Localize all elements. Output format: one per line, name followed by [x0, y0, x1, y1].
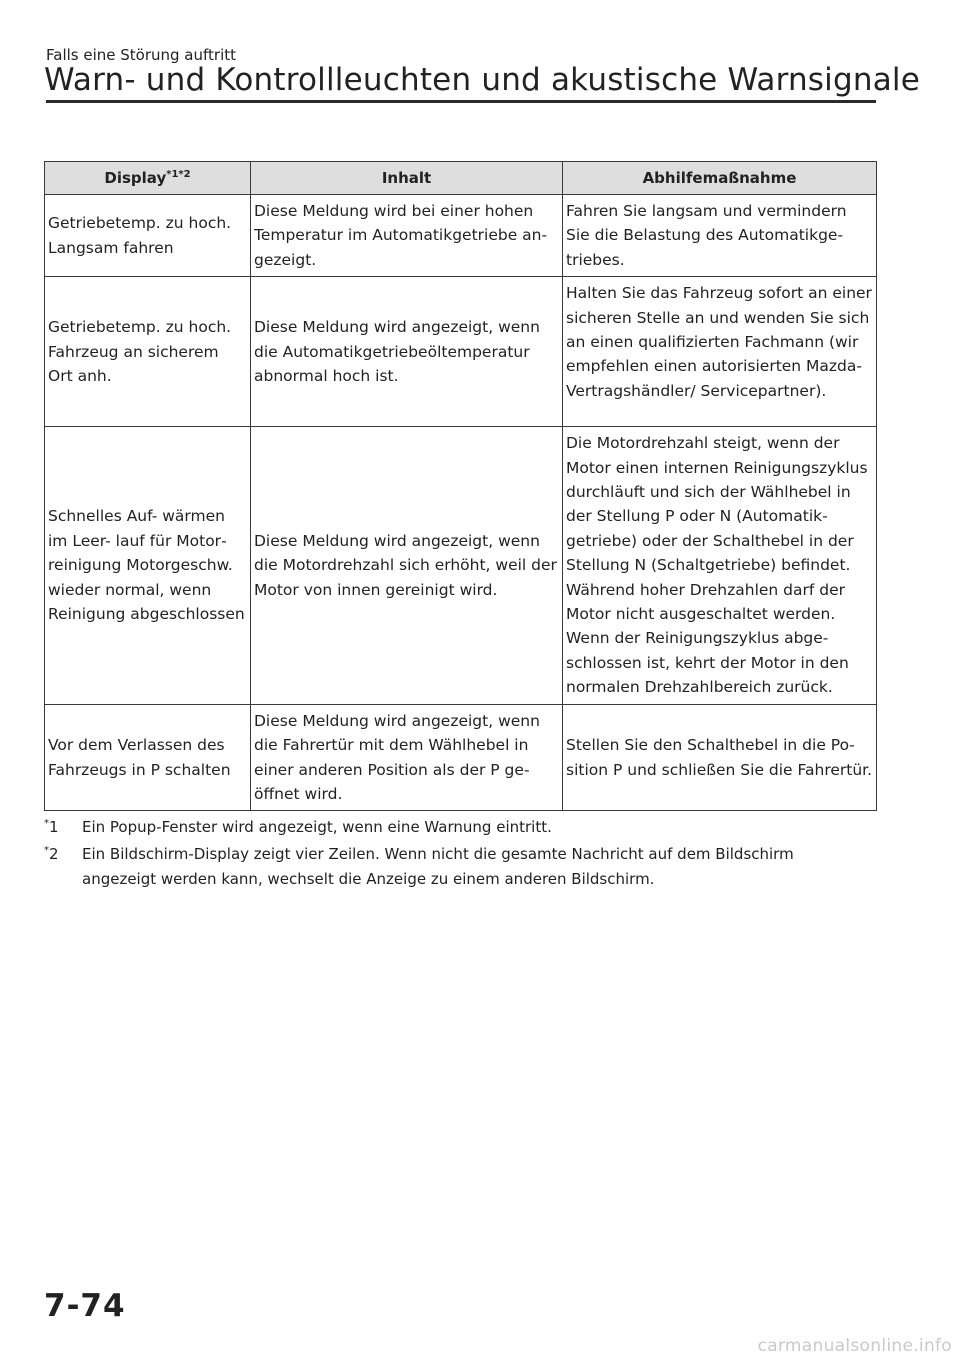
- cell-remedy: Die Motordrehzahl steigt, wenn der Motor einen internen Reinigungszyklus durchläuft und sich der Wählhebel in der Stellung P oder N (Automatikgetriebe) oder der Schalthebel in der Stellung N (Schaltgetriebe) befindet. Während hoher Drehzahlen darf der Motor nicht ausgeschaltet werden. Wenn der Reinigungszyklus abgeschlossen ist, kehrt der Motor in den normalen Drehzahlbereich zurück.: [563, 427, 877, 704]
- table-row: [45, 277, 877, 427]
- page-number: 7-74: [44, 1288, 126, 1324]
- table-header-row: [45, 162, 877, 195]
- column-header-content: Inhalt: [251, 162, 563, 195]
- cell-content: Diese Meldung wird angezeigt, wenn die Automatikgetriebeöltemperatur abnormal hoch ist.: [251, 277, 563, 427]
- section-label: Falls eine Störung auftritt: [46, 46, 237, 64]
- cell-remedy: Fahren Sie langsam und vermindern Sie die Belastung des Automatikgetriebes.: [563, 195, 877, 277]
- cell-display: Getriebetemp. zu hoch. Langsam fahren: [45, 195, 251, 277]
- footnotes: [44, 815, 844, 892]
- column-header-display: [45, 162, 251, 195]
- footnote-2: [44, 842, 844, 892]
- footnote-1: [44, 815, 844, 840]
- cell-display: Getriebetemp. zu hoch. Fahrzeug an sicherem Ort anh.: [45, 277, 251, 427]
- cell-content: Diese Meldung wird angezeigt, wenn die Motordrehzahl sich erhöht, weil der Motor von innen gereinigt wird.: [251, 427, 563, 704]
- page-title: Warn- und Kontrollleuchten und akustische Warnsignale: [44, 62, 920, 98]
- footnote-text: Ein Bildschirm-Display zeigt vier Zeilen. Wenn nicht die gesamte Nachricht auf dem Bildschirm angezeigt werden kann, wechselt die Anzeige zu einem anderen Bildschirm.: [82, 845, 794, 888]
- footnote-marker: *2: [44, 845, 59, 863]
- cell-content: Diese Meldung wird bei einer hohen Temperatur im Automatikgetriebe angezeigt.: [251, 195, 563, 277]
- column-header-display-label: Display: [104, 168, 167, 187]
- cell-display: Schnelles Auf- wärmen im Leer- lauf für Motorreinigung Motorgeschw. wieder normal, wenn Reinigung abgeschlossen: [45, 427, 251, 704]
- cell-display: Vor dem Verlassen des Fahrzeugs in P schalten: [45, 704, 251, 811]
- header-divider: [46, 100, 876, 103]
- warning-message-table: [44, 161, 877, 811]
- table-row: [45, 195, 877, 277]
- table-row: [45, 427, 877, 704]
- table-row: [45, 704, 877, 811]
- footnote-marker: *1: [44, 818, 59, 836]
- column-header-display-footnote-ref: *1*2: [166, 168, 191, 180]
- footnote-text: Ein Popup-Fenster wird angezeigt, wenn eine Warnung eintritt.: [82, 818, 552, 836]
- cell-remedy: Halten Sie das Fahrzeug sofort an einer sicheren Stelle an und wenden Sie sich an einen qualifizierten Fachmann (wir empfehlen einen autorisierten Mazda-Vertragshändler/ Servicepartner).: [563, 277, 877, 427]
- cell-content: Diese Meldung wird angezeigt, wenn die Fahrertür mit dem Wählhebel in einer anderen Position als der P geöffnet wird.: [251, 704, 563, 811]
- watermark: carmanualsonline.info: [757, 1336, 952, 1356]
- column-header-remedy: Abhilfemaßnahme: [563, 162, 877, 195]
- cell-remedy: Stellen Sie den Schalthebel in die Position P und schließen Sie die Fahrertür.: [563, 704, 877, 811]
